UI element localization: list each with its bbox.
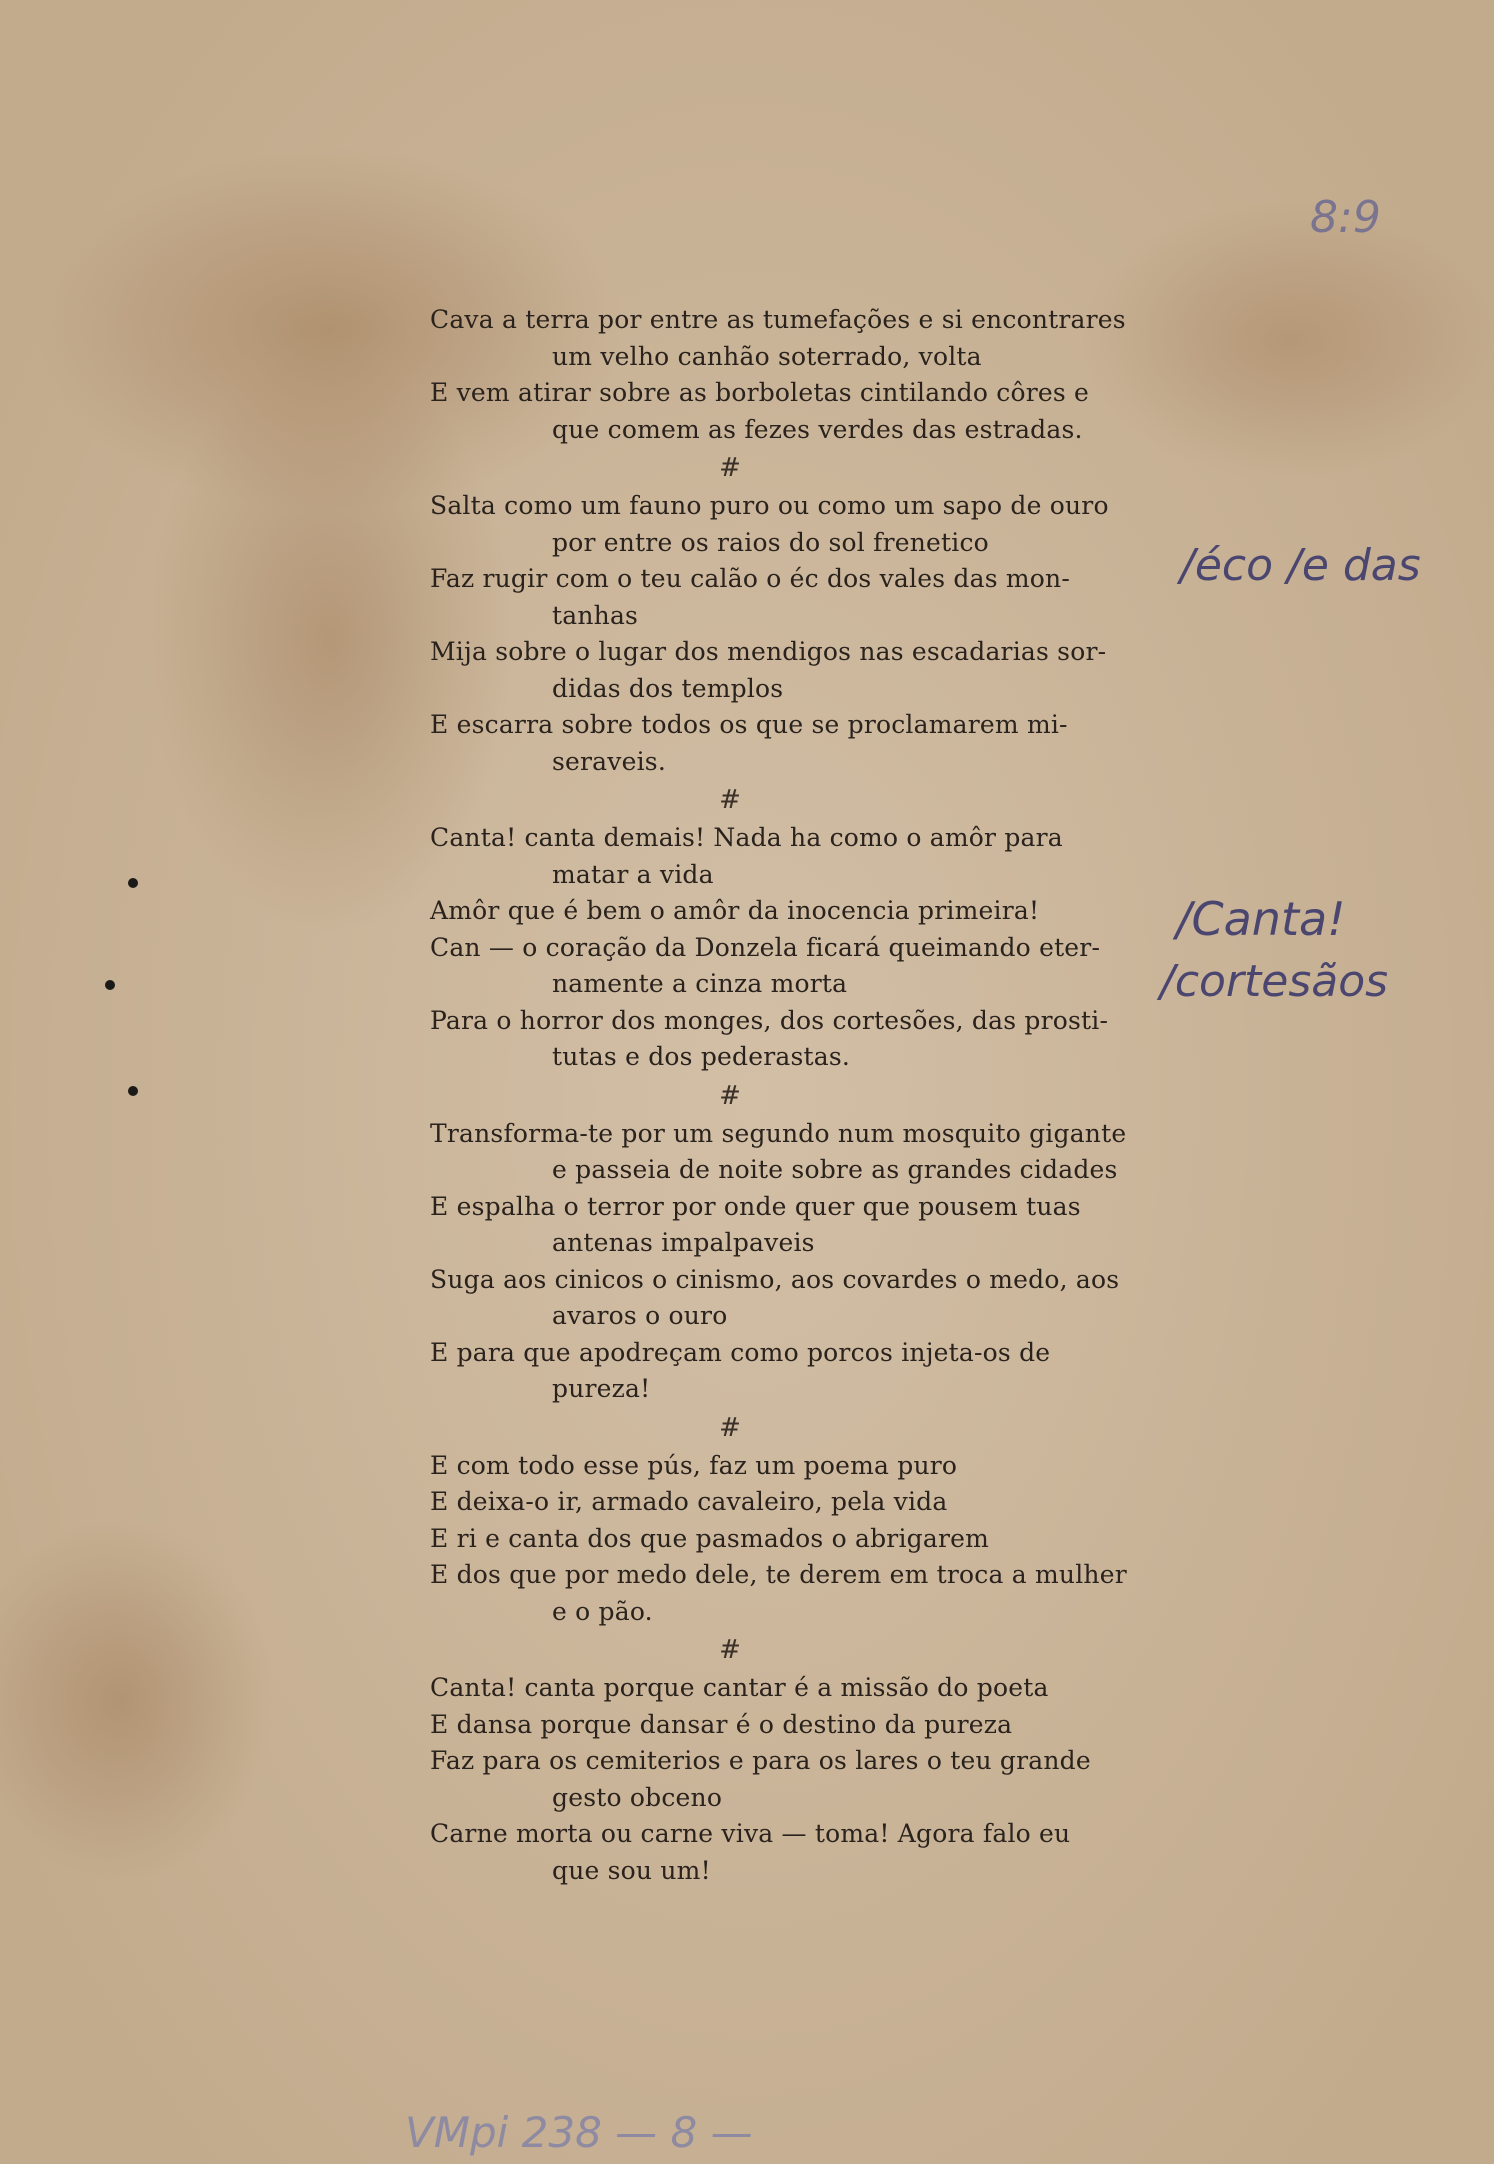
poem-line: E vem atirar sobre as borboletas cintilando côres e xyxy=(430,378,1090,407)
stanza xyxy=(430,488,1150,780)
poem-line: Canta! canta porque cantar é a missão do poeta xyxy=(430,1673,1049,1702)
poem-line: E dos que por medo dele, te derem em troca a mulher xyxy=(430,1560,1127,1589)
poem-line: E dansa porque dansar é o destino da pureza xyxy=(430,1709,1013,1739)
poem-line: que comem as fezes verdes das estradas. xyxy=(552,414,1083,444)
poem-line: Carne morta ou carne viva — toma! Agora falo eu xyxy=(430,1819,1071,1848)
poem-line: E para que apodreçam como porcos injeta-os de xyxy=(430,1337,1051,1367)
margin-note-canta: /Canta! xyxy=(1176,892,1346,946)
page-number-mark: 8:9 xyxy=(1310,192,1381,243)
poem-line: antenas impalpaveis xyxy=(552,1228,815,1257)
poem-line: Transforma-te por um segundo num mosquito gigante xyxy=(430,1118,1127,1148)
poem-line: gesto obceno xyxy=(552,1782,723,1812)
stanza-separator: # xyxy=(719,1080,741,1111)
stanza-separator: # xyxy=(719,1412,741,1443)
poem-line: seraveis. xyxy=(552,746,666,776)
stanza-separator: # xyxy=(719,785,741,815)
poem-line: Faz para os cemiterios e para os lares o teu grande xyxy=(430,1746,1091,1775)
poem-line: matar a vida xyxy=(552,859,714,889)
poem-line: Salta como um fauno puro ou como um sapo de ouro xyxy=(430,491,1109,520)
stanza xyxy=(430,1116,1150,1408)
poem-line: E espalha o terror por onde quer que pousem tuas xyxy=(430,1191,1081,1221)
poem-line: E escarra sobre todos os que se proclamarem mi- xyxy=(430,710,1068,739)
punch-hole xyxy=(105,980,115,990)
poem-line: pureza! xyxy=(552,1374,651,1403)
poem-line: Cava a terra por entre as tumefações e si encontrares xyxy=(430,305,1126,334)
poem-line: Para o horror dos monges, dos cortesões, das prosti- xyxy=(430,1005,1109,1035)
stanza-separator: # xyxy=(719,453,741,483)
poem-line: Suga aos cinicos o cinismo, aos covardes o medo, aos xyxy=(430,1264,1120,1294)
poem-line: tutas e dos pederastas. xyxy=(552,1042,851,1071)
stanza xyxy=(430,1670,1150,1889)
poem-line: e passeia de noite sobre as grandes cidades xyxy=(552,1155,1118,1184)
poem-line: Canta! canta demais! Nada ha como o amôr para xyxy=(430,823,1063,852)
margin-note-cortesaos: /cortesãos xyxy=(1160,956,1389,1007)
stanza xyxy=(430,820,1150,1076)
poem-line: E ri e canta dos que pasmados o abrigarem xyxy=(430,1523,990,1553)
archive-reference-mark: VMpi 238 — 8 — xyxy=(405,2108,753,2157)
poem-line: didas dos templos xyxy=(552,673,784,703)
stanza-separator: # xyxy=(719,1635,741,1665)
poem-line: por entre os raios do sol frenetico xyxy=(552,527,989,557)
poem-line: Amôr que é bem o amôr da inocencia primeira! xyxy=(430,896,1040,925)
poem-line: tanhas xyxy=(552,600,639,630)
stanza xyxy=(430,1448,1150,1631)
poem-line: um velho canhão soterrado, volta xyxy=(552,341,982,371)
poem-line: E deixa-o ir, armado cavaleiro, pela vida xyxy=(430,1487,948,1516)
poem-body xyxy=(430,302,1150,1889)
punch-hole xyxy=(128,1086,138,1096)
poem-line: e o pão. xyxy=(552,1596,653,1626)
poem-line: Can — o coração da Donzela ficará queimando eter- xyxy=(430,932,1101,962)
poem-line: E com todo esse pús, faz um poema puro xyxy=(430,1450,958,1480)
poem-line: namente a cinza morta xyxy=(552,969,848,998)
punch-hole xyxy=(128,878,138,888)
poem-line: que sou um! xyxy=(552,1855,711,1885)
poem-line: avaros o ouro xyxy=(552,1301,728,1330)
margin-note-eco: /éco /e das xyxy=(1180,540,1421,591)
poem-line: Faz rugir com o teu calão o éc dos vales das mon- xyxy=(430,564,1070,593)
stanza xyxy=(430,302,1150,448)
poem-line: Mija sobre o lugar dos mendigos nas escadarias sor- xyxy=(430,637,1107,666)
